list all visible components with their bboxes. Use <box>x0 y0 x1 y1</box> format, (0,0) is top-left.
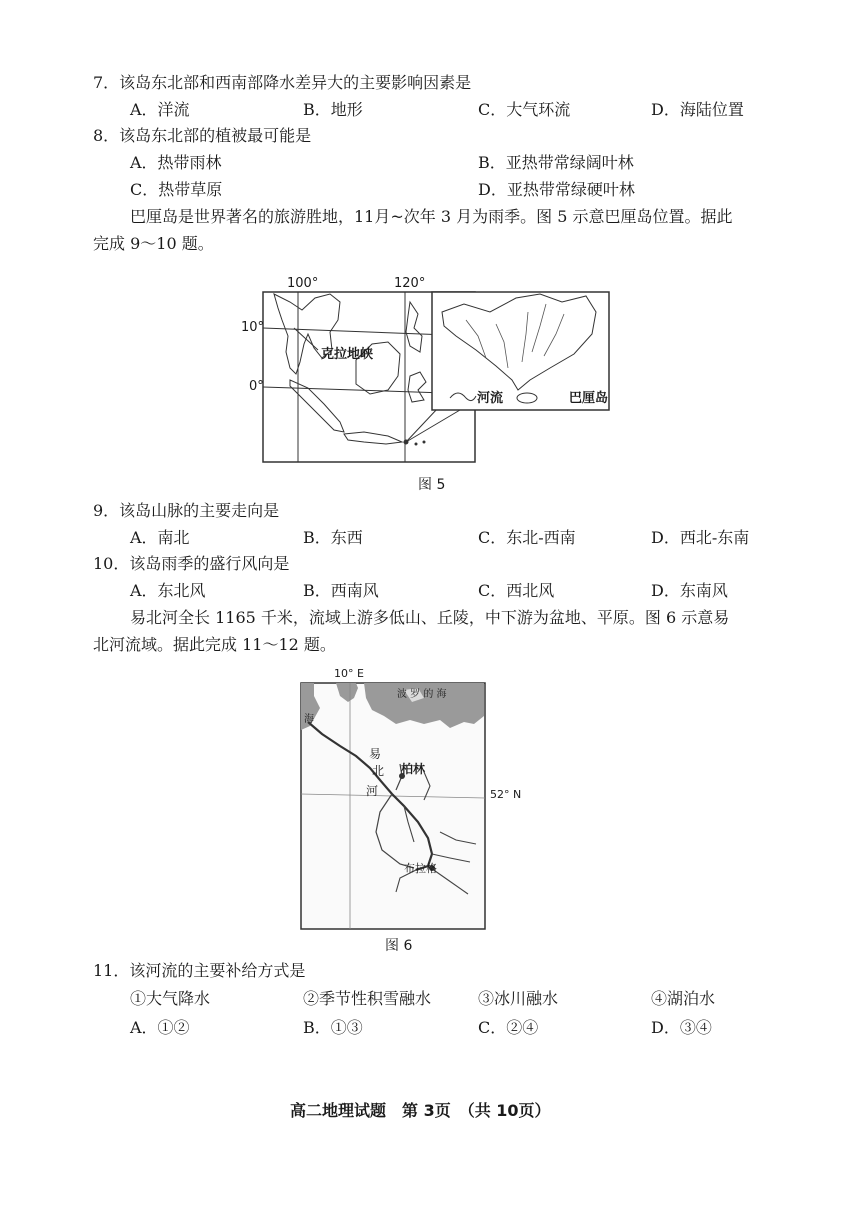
fig5-lon-100: 100° <box>287 276 319 291</box>
fig6-river-char-3: 河 <box>366 784 379 798</box>
q10-option-d: D．东南风 <box>651 581 728 600</box>
fig5-legend-river: 河流 <box>477 391 504 406</box>
q9-option-d: D．西北-东南 <box>651 528 750 547</box>
passage-bali-line2: 完成 9～10 题。 <box>93 234 214 253</box>
fig6-lon-10e: 10° E <box>334 667 364 680</box>
passage-elbe-line2: 北河流域。据此完成 11～12 题。 <box>93 635 336 654</box>
figure-6-map <box>300 682 486 930</box>
fig5-lon-120: 120° <box>394 276 426 291</box>
figure-5-map <box>260 272 612 464</box>
page-footer: 高二地理试题 第 3页 （共 10页） <box>290 1101 551 1120</box>
fig5-lat-0: 0° <box>249 379 264 394</box>
q11-item-2: ②季节性积雪融水 <box>303 989 432 1008</box>
question-7-stem: 7．该岛东北部和西南部降水差异大的主要影响因素是 <box>93 73 472 92</box>
q8-option-b: B．亚热带常绿阔叶林 <box>478 153 634 172</box>
fig5-bali-label: 巴厘岛 <box>569 391 609 406</box>
passage-elbe-line1: 易北河全长 1165 千米，流域上游多低山、丘陵，中下游为盆地、平原。图 6 示意易 <box>130 608 730 627</box>
q11-option-c: C．②④ <box>478 1018 539 1037</box>
question-11-stem: 11．该河流的主要补给方式是 <box>93 961 306 980</box>
q11-option-a: A．①② <box>130 1018 190 1037</box>
fig6-river-char-2: 北 <box>372 764 385 778</box>
q11-option-b: B．①③ <box>303 1018 363 1037</box>
q7-option-b: B．地形 <box>303 100 363 119</box>
passage-bali-line1: 巴厘岛是世界著名的旅游胜地，11月~次年 3 月为雨季。图 5 示意巴厘岛位置。据此 <box>130 207 733 226</box>
q10-option-a: A．东北风 <box>130 581 206 600</box>
q9-option-c: C．东北-西南 <box>478 528 576 547</box>
fig5-lat-10: 10° <box>241 320 265 335</box>
fig6-river-char-1: 易 <box>369 747 382 761</box>
q8-option-c: C．热带草原 <box>130 180 223 199</box>
fig6-sea-left-label: 海 <box>304 714 314 725</box>
q7-option-a: A．洋流 <box>130 100 190 119</box>
q10-option-c: C．西北风 <box>478 581 555 600</box>
fig6-city-berlin: 柏林 <box>401 762 426 776</box>
question-8-stem: 8．该岛东北部的植被最可能是 <box>93 126 312 145</box>
question-9-stem: 9．该岛山脉的主要走向是 <box>93 501 280 520</box>
q10-option-b: B．西南风 <box>303 581 379 600</box>
figure-6-caption: 图 6 <box>385 938 413 954</box>
q11-item-3: ③冰川融水 <box>478 989 559 1008</box>
q11-item-1: ①大气降水 <box>130 989 211 1008</box>
fig6-city-prague: 布拉格 <box>404 862 437 875</box>
question-10-stem: 10．该岛雨季的盛行风向是 <box>93 554 290 573</box>
q8-option-a: A．热带雨林 <box>130 153 222 172</box>
q9-option-b: B．东西 <box>303 528 363 547</box>
q11-item-4: ④湖泊水 <box>651 989 716 1008</box>
q7-option-c: C．大气环流 <box>478 100 571 119</box>
figure-5-caption: 图 5 <box>418 477 446 493</box>
q9-option-a: A．南北 <box>130 528 190 547</box>
fig6-sea-label: 波 罗 的 海 <box>397 689 447 700</box>
fig5-kra-isthmus-label: 克拉地峡 <box>321 347 374 362</box>
q7-option-d: D．海陆位置 <box>651 100 744 119</box>
fig6-lat-52n: 52° N <box>490 788 522 801</box>
q11-option-d: D．③④ <box>651 1018 712 1037</box>
q8-option-d: D．亚热带常绿硬叶林 <box>478 180 635 199</box>
